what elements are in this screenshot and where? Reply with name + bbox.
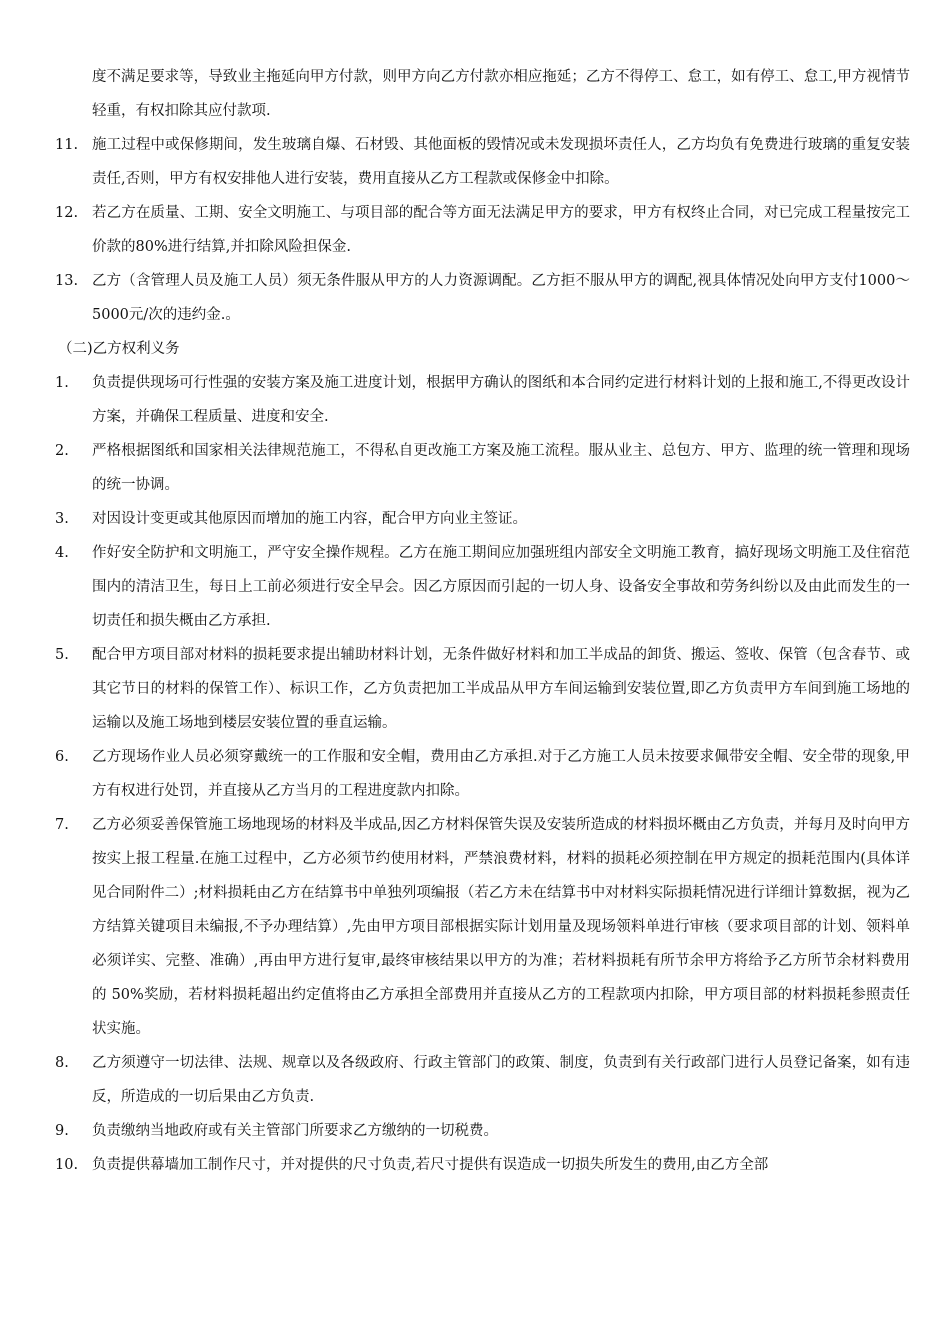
clause-number: 7. [55, 817, 69, 833]
clause-number: 4. [55, 545, 69, 561]
obligation-7 [55, 808, 910, 1046]
obligation-5 [55, 638, 910, 740]
clause-text: 负责提供幕墙加工制作尺寸，并对提供的尺寸负责,若尺寸提供有误造成一切损失所发生的费用,由乙方全部 [92, 1157, 769, 1173]
clause-text: 对因设计变更或其他原因而增加的施工内容，配合甲方向业主签证。 [92, 511, 527, 527]
clause-text: 严格根据图纸和国家相关法律规范施工，不得私自更改施工方案及施工流程。服从业主、总包方、甲方、监理的统一管理和现场的统一协调。 [92, 443, 910, 493]
clause-text: 施工过程中或保修期间，发生玻璃自爆、石材毁、其他面板的毁情况或未发现损坏责任人，乙方均负有免费进行玻璃的重复安装责任,否则，甲方有权安排他人进行安装，费用直接从乙方工程款或保修金中扣除。 [92, 137, 910, 187]
clause-11 [55, 128, 910, 196]
obligation-9 [55, 1114, 910, 1148]
section-heading: （二)乙方权利义务 [58, 341, 180, 357]
obligation-8 [55, 1046, 910, 1114]
clause-text: 乙方（含管理人员及施工人员）须无条件服从甲方的人力资源调配。乙方拒不服从甲方的调配,视具体情况处向甲方支付1000～5000元/次的违约金.。 [92, 273, 910, 323]
clause-text: 作好安全防护和文明施工，严守安全操作规程。乙方在施工期间应加强班组内部安全文明施工教育，搞好现场文明施工及住宿范围内的清洁卫生，每日上工前必须进行安全早会。因乙方原因而引起的一切人身、设备安全事故和劳务纠纷以及由此而发生的一切责任和损失概由乙方承担. [92, 545, 910, 629]
clause-text: 乙方现场作业人员必须穿戴统一的工作服和安全帽，费用由乙方承担.对于乙方施工人员未按要求佩带安全帽、安全带的现象,甲方有权进行处罚，并直接从乙方当月的工程进度款内扣除。 [92, 749, 910, 799]
clause-number: 6. [55, 749, 69, 765]
obligation-2 [55, 434, 910, 502]
clause-number: 11. [55, 137, 79, 153]
clause-number: 3. [55, 511, 69, 527]
clause-text: 负责提供现场可行性强的安装方案及施工进度计划，根据甲方确认的图纸和本合同约定进行材料计划的上报和施工,不得更改设计方案，并确保工程质量、进度和安全. [92, 375, 910, 425]
clause-text: 乙方必须妥善保管施工场地现场的材料及半成品,因乙方材料保管失误及安装所造成的材料损坏概由乙方负责，并每月及时向甲方按实上报工程量.在施工过程中，乙方必须节约使用材料，严禁浪费材料，材料的损耗必须控制在甲方规定的损耗范围内(具体详见合同附件二）;材料损耗由乙方在结算书中单独列项编报（若乙方未在结算书中对材料实际损耗情况进行详细计算数据，视为乙方结算关键项目未编报,不予办理结算）,先由甲方项目部根据实际计划用量及现场领料单进行审核（要求项目部的计划、领料单必须详实、完整、准确）,再由甲方进行复审,最终审核结果以甲方的为准；若材料损耗有所节余甲方将给予乙方所节余材料费用的 50%奖励，若材料损耗超出约定值将由乙方承担全部费用并直接从乙方的工程款项内扣除，甲方项目部的材料损耗参照责任状实施。 [92, 817, 910, 1037]
document-page [0, 60, 950, 1182]
clause-number: 10. [55, 1157, 79, 1173]
obligation-6 [55, 740, 910, 808]
clause-number: 12. [55, 205, 79, 221]
clause-13 [55, 264, 910, 332]
clause-12 [55, 196, 910, 264]
clause-number: 9. [55, 1123, 69, 1139]
obligation-4 [55, 536, 910, 638]
clause-number: 13. [55, 273, 79, 289]
clause-text: 乙方须遵守一切法律、法规、规章以及各级政府、行政主管部门的政策、制度，负责到有关行政部门进行人员登记备案，如有违反，所造成的一切后果由乙方负责. [92, 1055, 910, 1105]
obligation-10 [55, 1148, 910, 1182]
continued-paragraph: 度不满足要求等，导致业主拖延向甲方付款，则甲方向乙方付款亦相应拖延；乙方不得停工、怠工，如有停工、怠工,甲方视情节轻重，有权扣除其应付款项. [92, 69, 910, 119]
clause-number: 2. [55, 443, 69, 459]
clause-text: 若乙方在质量、工期、安全文明施工、与项目部的配合等方面无法满足甲方的要求，甲方有权终止合同，对已完成工程量按完工价款的80%进行结算,并扣除风险担保金. [92, 205, 910, 255]
clause-text: 配合甲方项目部对材料的损耗要求提出辅助材料计划，无条件做好材料和加工半成品的卸货、搬运、签收、保管（包含春节、或其它节日的材料的保管工作）、标识工作，乙方负责把加工半成品从甲方车间运输到安装位置,即乙方负责甲方车间到施工场地的运输以及施工场地到楼层安装位置的垂直运输。 [92, 647, 910, 731]
clause-number: 1. [55, 375, 69, 391]
clause-number: 8. [55, 1055, 69, 1071]
obligation-1 [55, 366, 910, 434]
clause-number: 5. [55, 647, 69, 663]
clause-text: 负责缴纳当地政府或有关主管部门所要求乙方缴纳的一切税费。 [92, 1123, 498, 1139]
obligation-3 [55, 502, 910, 536]
